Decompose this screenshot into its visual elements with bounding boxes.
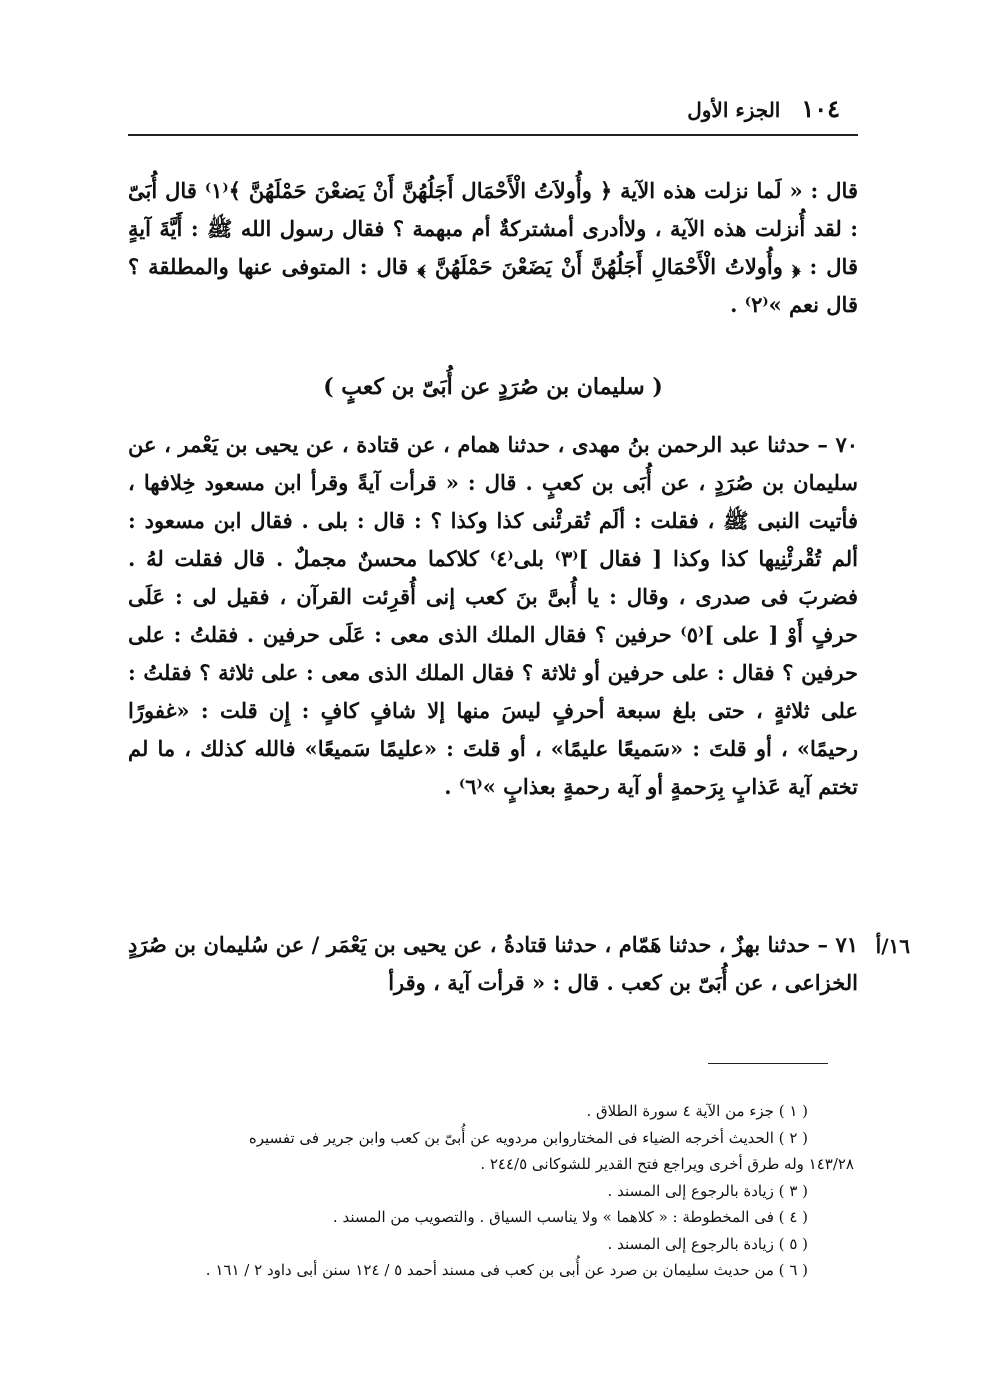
running-title: الجزء الأول: [687, 98, 781, 122]
footnote-1: ( ١ ) جزء من الآية ٤ سورة الطلاق .: [586, 1102, 808, 1120]
footnote-5: ( ٥ ) زيادة بالرجوع إلى المسند .: [607, 1234, 808, 1253]
page-header: [630, 92, 840, 126]
margin-folio-note: ١٦/أ: [875, 934, 910, 958]
header-rule: [128, 134, 858, 136]
footnote-rule: [708, 1063, 828, 1064]
hadith-71: [128, 926, 858, 1002]
footnote-6: ( ٦ ) من حديث سليمان بن صرد عن أُبى بن كعب فى مسند أحمد ٥ / ١٢٤ سنن أبى داود ٢ / ١٦١ .: [205, 1261, 808, 1279]
footnotes: [128, 1098, 858, 1284]
footnote-2-continued: ١٤٣/٢٨ وله طرق أخرى ويراجع فتح القدير للشوكانى ٢٤٤/٥ .: [480, 1155, 854, 1173]
footnote-2: ( ٢ ) الحديث أخرجه الضياء فى المختاروابن مردويه عن أُبىّ بن كعب وابن جرير فى تفسيره: [248, 1128, 808, 1147]
paragraph-text: قال : « لَما نزلت هذه الآية ﴿ وأُولاَتُ الْأَحْمَال أَجَلُهُنَّ أَنْ يَضعْنَ حَمْلَهُنَّ ﴾⁽١⁾ قال أُبَىّ : لقد أُنزلت هذه الآية ، ولاأدرى أمشتركةٌ أم مبهمة ؟ فقال رسول الله ﷺ : أَيَّةَ آيةٍ قال : ﴿ وأُولاتُ الْأَحْمَالِ أَجَلُهُنَّ أَنْ يَضَعْنَ حَمْلَهُنَّ ﴾ قال : المتوفى عنها والمطلقة ؟ قال نعم »⁽٢⁾ .: [128, 178, 858, 317]
section-heading: ( سليمان بن صُرَدٍ عن أُبَىّ بن كعبٍ ): [323, 374, 663, 400]
footnote-3: ( ٣ ) زيادة بالرجوع إلى المسند .: [607, 1181, 808, 1200]
paragraph-quote: [128, 172, 858, 324]
paragraph-text: ٧١ – حدثنا بهزٌ ، حدثنا هَمّام ، حدثنا قتادةُ ، عن يحيى بن يَعْمَر / عن سُليمان بن صُرَدٍ الخزاعى ، عن أُبَىّ بن كعب . قال : « قرأت آية ، وقرأ: [128, 932, 858, 995]
hadith-70: [128, 426, 858, 806]
page-number: ١٠٤: [801, 94, 840, 123]
footnote-4: ( ٤ ) فى المخطوطة : « كلاهما » ولا يناسب السياق . والتصويب من المسند .: [332, 1208, 808, 1226]
paragraph-text: ٧٠ – حدثنا عبد الرحمن بنُ مهدى ، حدثنا همام ، عن قتادة ، عن يحيى بن يَعْمر ، عن سليمان بن صُرَدٍ ، عن أُبَى بن كعبٍ . قال : « قرأت آيةً وقرأ ابن مسعود خِلافها ، فأتيت النبى ﷺ ، فقلت : ألَم تُقرئْنى كذا وكذا ؟ : قال : بلى . فقال ابن مسعود : ألم تُقْرئْنِيها كذا وكذا [ فقال ]⁽٣⁾ بلى⁽٤⁾ كلاكما محسنٌ مجملٌ . قال فقلت لهُ . فضربَ فى صدرى ، وقال : يا أُبىَّ بنَ كعب إنى أُقرِئت القرآن ، فقيل لى : عَلَى حرفٍ أَوْ [ على ]⁽٥⁾ حرفين ؟ فقال الملك الذى معى : عَلَى حرفين . فقلتُ : على حرفين ؟ فقال : على حرفين أو ثلاثة ؟ فقال الملك الذى معى : على ثلاثة ؟ فقلتُ : على ثلاثةٍ ، حتى بلغ سبعة أحرفٍ ليسَ منها إلا شافٍ كافٍ : إِن قلت : «غفورًا رحيمًا» ، أو قلتَ : «سَميعًا عليمًا» ، أو قلتَ : «عليمًا سَميعًا» فالله كذلك ، ما لم تختم آية عَذابٍ بِرَحمةٍ أو آية رحمةٍ بعذابٍ »⁽٦⁾ .: [128, 432, 859, 799]
